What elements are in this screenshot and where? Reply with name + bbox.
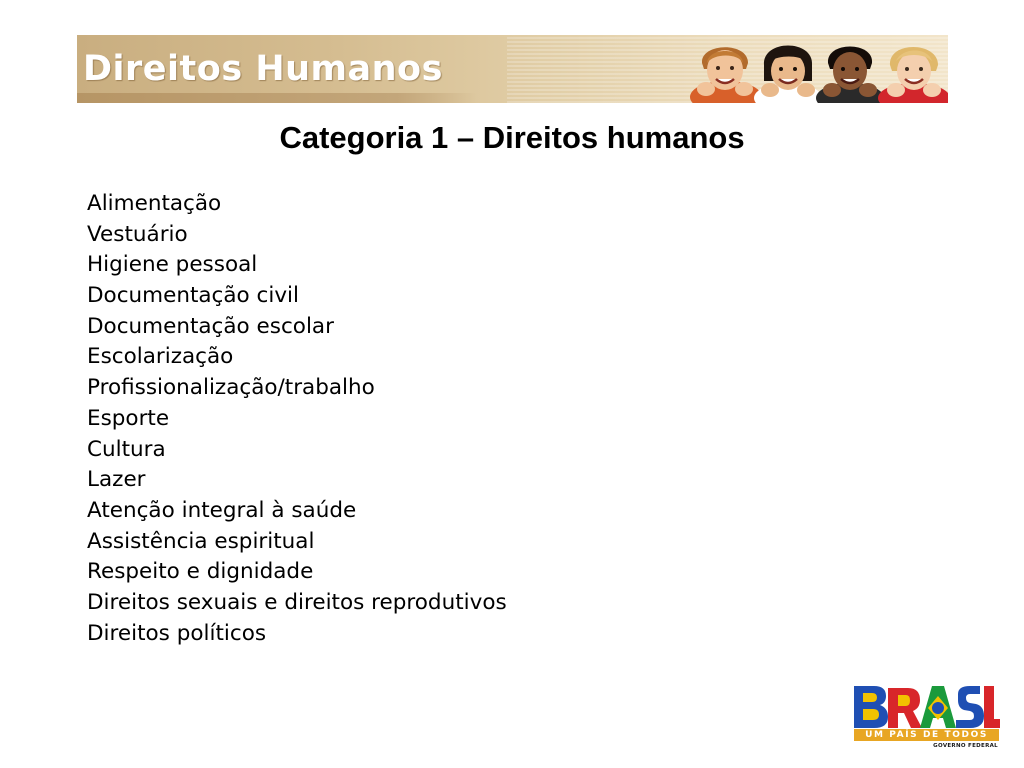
list-item: Cultura <box>87 436 166 462</box>
list-item: Direitos sexuais e direitos reprodutivos <box>87 589 507 615</box>
list-item: Direitos políticos <box>87 620 267 646</box>
list-item: Alimentação <box>87 191 222 216</box>
banner-shade <box>77 93 477 103</box>
banner-title: Direitos Humanos <box>83 49 443 89</box>
list-item: Esporte <box>87 405 170 431</box>
list-item: Vestuário <box>87 221 188 247</box>
brasil-wordmark <box>852 684 1000 730</box>
list-item: Profissionalização/trabalho <box>87 375 375 401</box>
list-item: Atenção integral à saúde <box>87 497 357 523</box>
list-item: Escolarização <box>87 344 234 370</box>
category-list <box>87 189 507 649</box>
logo-tagline: UM PAÍS DE TODOS <box>854 729 999 741</box>
list-item: Lazer <box>87 467 146 493</box>
children-photo <box>690 35 948 103</box>
list-item: Assistência espiritual <box>87 528 315 554</box>
header-banner <box>77 35 948 103</box>
brasil-logo <box>852 684 1000 752</box>
logo-subtitle: GOVERNO FEDERAL <box>933 743 998 749</box>
list-item: Documentação escolar <box>87 313 334 339</box>
list-item: Documentação civil <box>87 283 300 309</box>
page-title: Categoria 1 – Direitos humanos <box>279 120 745 155</box>
list-item: Respeito e dignidade <box>87 559 314 585</box>
list-item: Higiene pessoal <box>87 252 258 278</box>
